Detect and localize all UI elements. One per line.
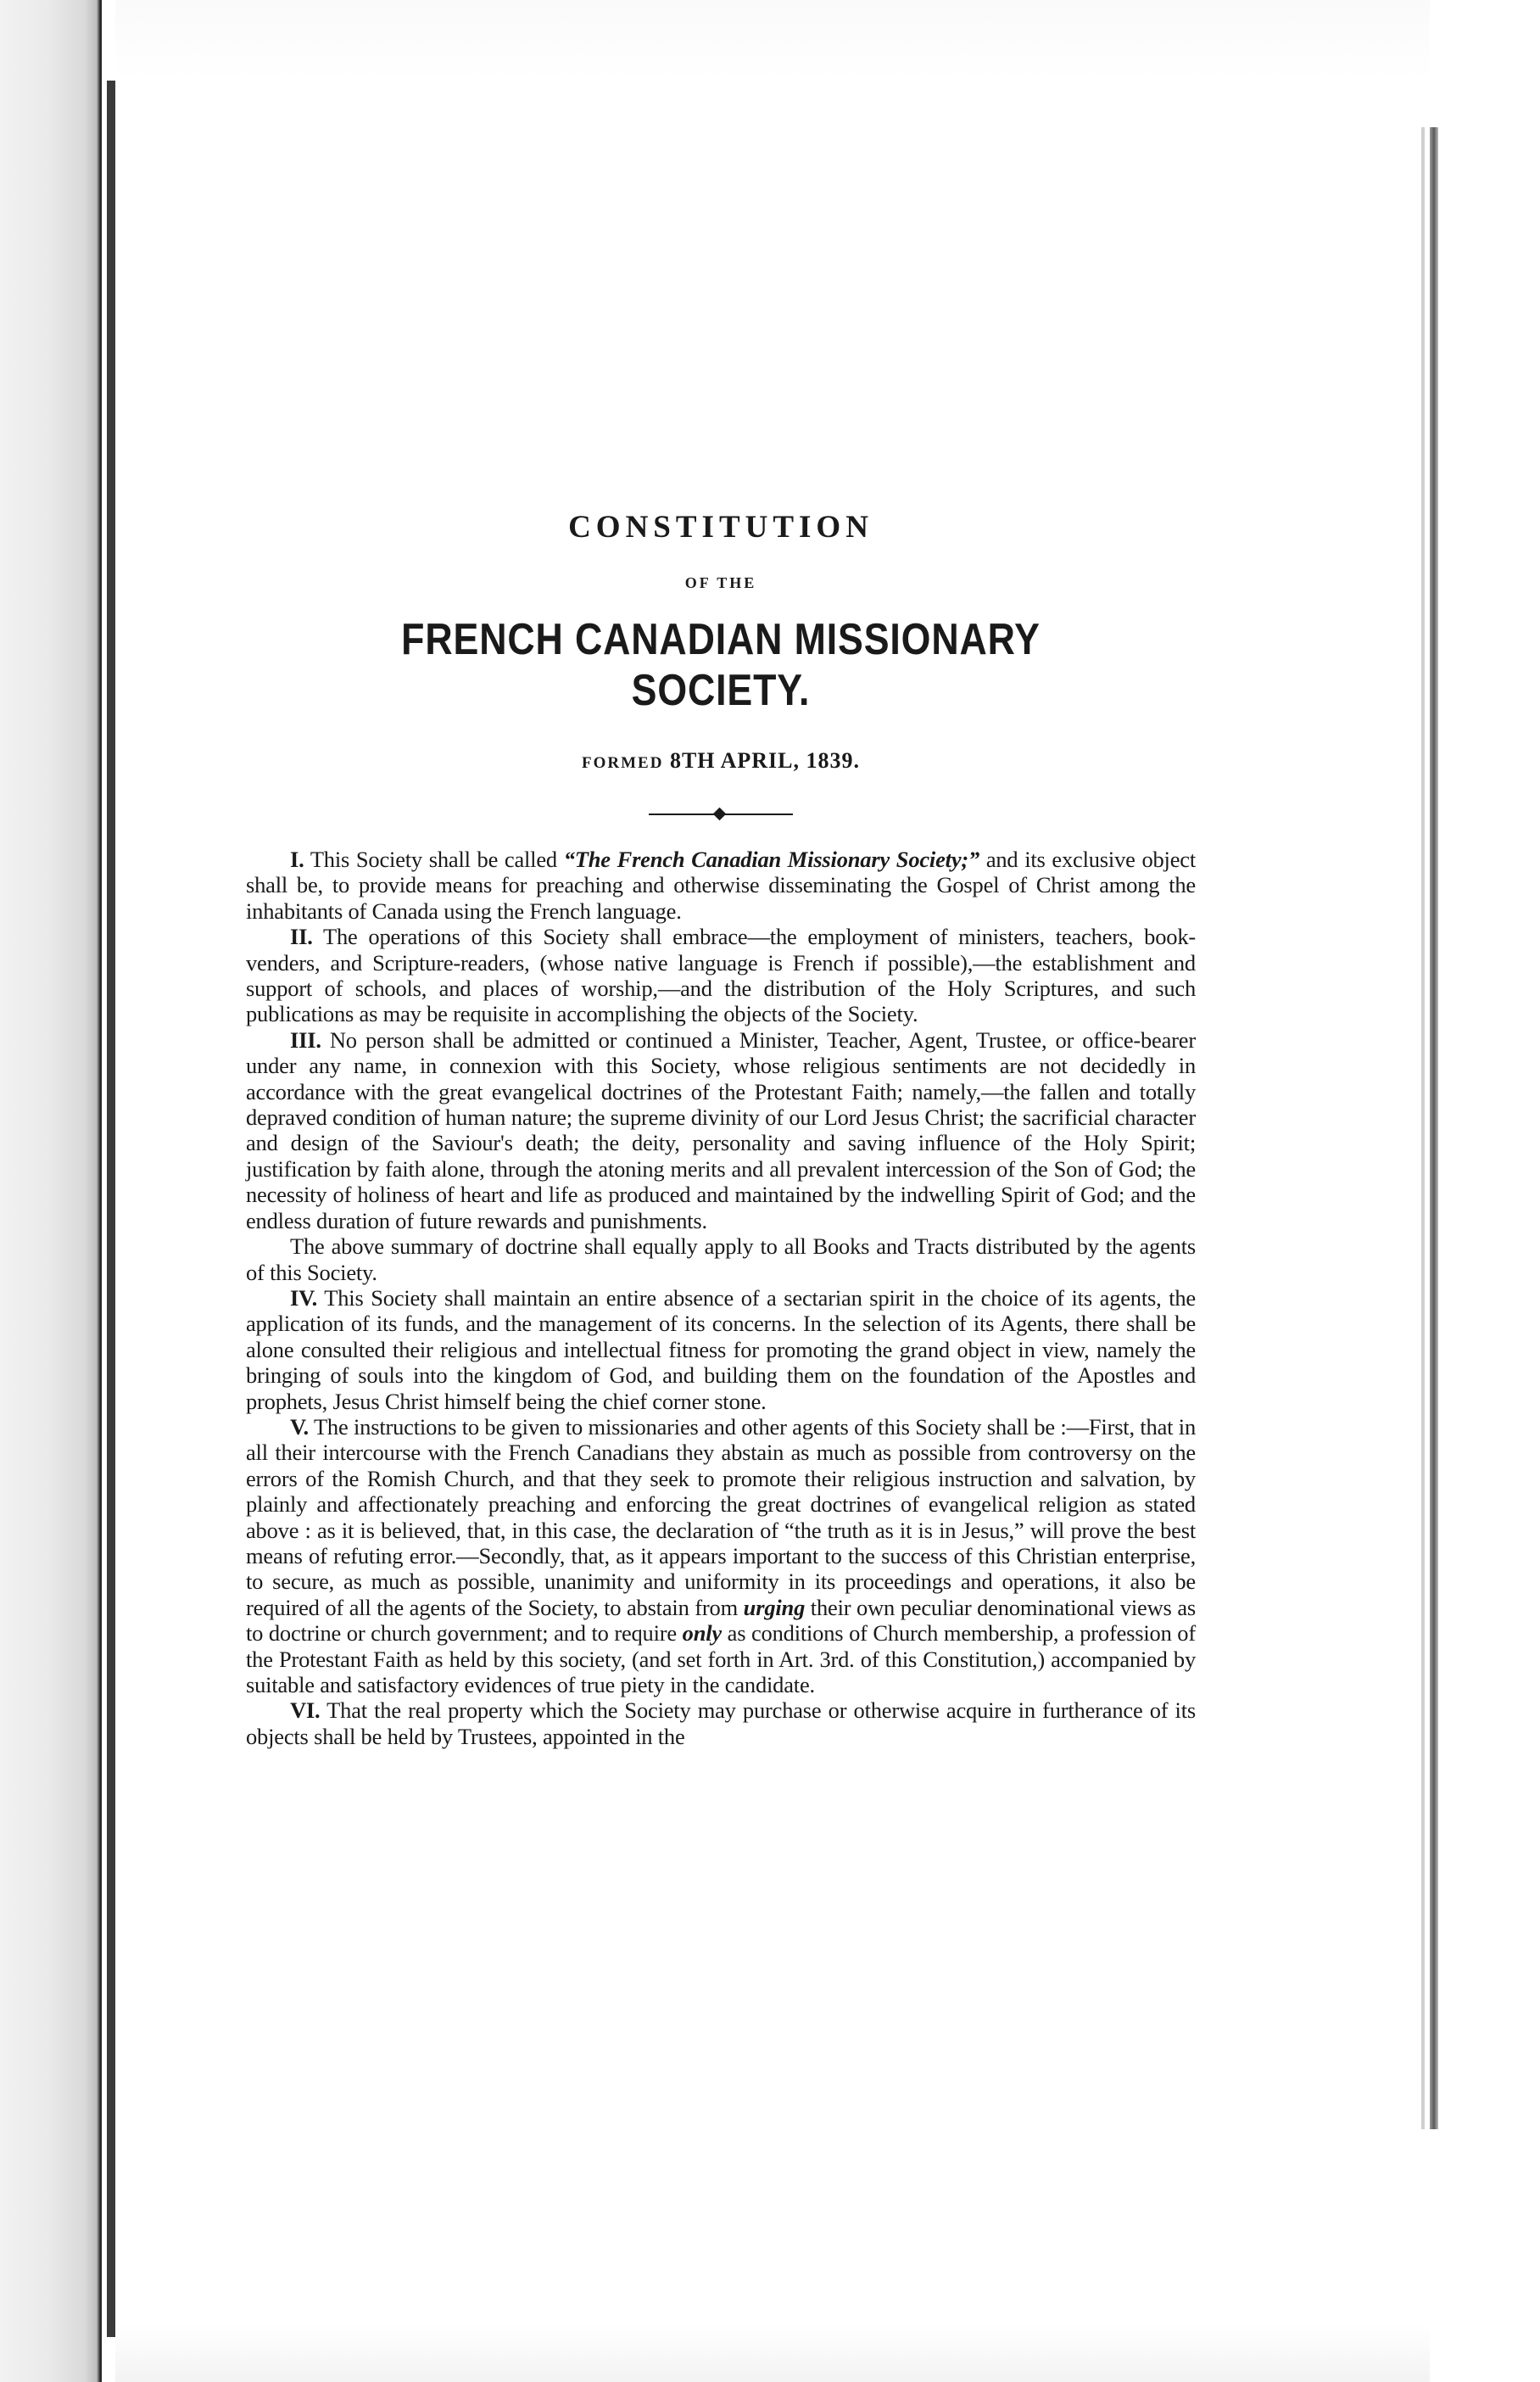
- document-subtitle-of-the: OF THE: [684, 574, 757, 591]
- article-1: I. This Society shall be called “The French Canadian Missionary Society;” and its exclusive object shall be, to provide means for preaching and otherwise disseminating the Gospel of Christ among the inhabitants of Canada using the French language.: [246, 847, 1196, 924]
- article-number: I.: [290, 847, 304, 872]
- formed-prefix: FORMED: [582, 754, 664, 772]
- article-5: V. The instructions to be given to missionaries and other agents of this Society shall be :—First, that in all their intercourse with the French Canadians they abstain as much as possible from controversy on the errors of the Romish Church, and that they seek to promote their religious instruction and salvation, by plainly and affectionately preaching and enforcing the great doctrines of evangelical religion as stated above : as it is believed, that, in this case, the declaration of “the truth as it is in Jesus,” will prove the best means of refuting error.—Secondly, that, as it appears important to the success of this Christian enterprise, to secure, as much as possible, unanimity and uniformity in its proceedings and operations, it also be required of all the agents of the Society, to abstain from urging their own peculiar denominational views as to doctrine or church government; and to require only as conditions of Church membership, a profession of the Protestant Faith as held by this society, (and set forth in Art. 3rd. of this Constitution,) accompanied by suitable and satisfactory evidences of true piety in the candidate.: [246, 1413, 1196, 1697]
- page-top-margin: [115, 0, 1430, 81]
- article-number: II.: [290, 924, 313, 950]
- article-number: VI.: [290, 1697, 321, 1724]
- previous-page-edge: [0, 0, 102, 2382]
- article-4: IV. This Society shall maintain an entire absence of a sectarian spirit in the choice of its agents, the application of its funds, and the management of its concerns. In the selection of its Agents, there shall be alone consulted their religious and intellectual fitness for promoting the grand object in view, namely the bringing of souls into the kingdom of God, and building them on the foundation of the Apostles and prophets, Jesus Christ himself being the chief corner stone.: [246, 1284, 1196, 1414]
- page-bottom-margin: [115, 2324, 1430, 2382]
- constitution-body: [246, 847, 1196, 1749]
- binding-shadow: [107, 81, 115, 2337]
- article-number: V.: [290, 1413, 309, 1440]
- formed-date-line: [246, 748, 1196, 774]
- document-title: CONSTITUTION: [568, 510, 873, 545]
- article-2: II. The operations of this Society shall embrace—the employment of ministers, teachers, book-venders, and Scripture-readers, (whose native language is French if possible),—the establishment and support of schools, and places of worship,—and the distribution of the Holy Scriptures, and such publications as may be requisite in accomplishing the objects of the Society.: [246, 924, 1196, 1027]
- document-page: [246, 492, 1196, 1749]
- formed-date: 8TH APRIL, 1839.: [669, 748, 860, 773]
- article-3-summary: The above summary of doctrine shall equally apply to all Books and Tracts distributed by the agents of this Society.: [246, 1233, 1196, 1285]
- article-number: IV.: [290, 1284, 318, 1311]
- page-edge-right: [1430, 127, 1438, 2129]
- diamond-icon: [713, 808, 727, 821]
- society-name-heading: FRENCH CANADIAN MISSIONARY SOCIETY.: [401, 615, 1041, 715]
- article-number: III.: [290, 1026, 321, 1053]
- article-6: VI. That the real property which the Society may purchase or otherwise acquire in furtherance of its objects shall be held by Trustees, appointed in the: [246, 1697, 1196, 1749]
- ornament-divider: [649, 808, 793, 821]
- page-edge-inner: [1421, 127, 1425, 2129]
- article-3: III. No person shall be admitted or continued a Minister, Teacher, Agent, Trustee, or office-bearer under any name, in connexion with this Society, whose religious sentiments are not decidedly in accordance with the great evangelical doctrines of the Protestant Faith; namely,—the fallen and totally depraved condition of human nature; the supreme divinity of our Lord Jesus Christ; the sacrificial character and design of the Saviour's death; the deity, personality and saving influence of the Holy Spirit; justification by faith alone, through the atoning merits and all prevalent intercession of the Son of God; the necessity of holiness of heart and life as produced and maintained by the indwelling Spirit of God; and the endless duration of future rewards and punishments.: [246, 1026, 1196, 1233]
- society-name-emphasis: “The French Canadian Missionary Society;”: [563, 847, 980, 872]
